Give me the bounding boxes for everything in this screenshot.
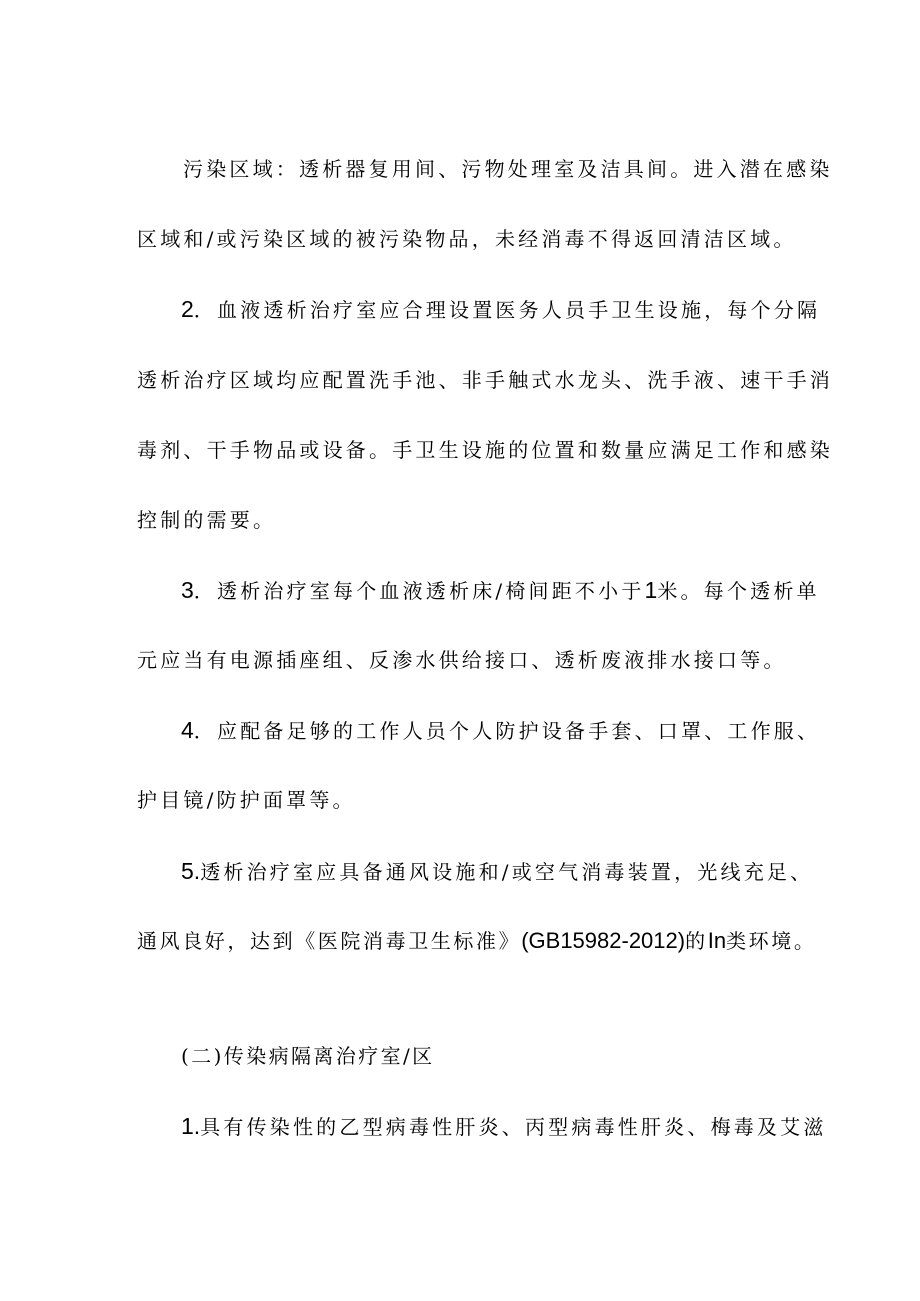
paragraph-2 bbox=[181, 295, 820, 324]
paragraph-6 bbox=[181, 1112, 827, 1141]
standard-code: (GB15982-2012) bbox=[521, 928, 686, 953]
text-segment: 透析治疗室应具备通风设施和/或空气消毒装置，光线充足、 bbox=[200, 860, 814, 884]
text-line bbox=[137, 436, 833, 464]
paragraph-number: 2 bbox=[181, 296, 194, 322]
paragraph-number: 4 bbox=[181, 717, 194, 743]
text-segment: ．应配备足够的工作人员个人防护设备手套、口罩、工作服、 bbox=[193, 719, 821, 743]
heading-text: (二)传染病隔离治疗室/区 bbox=[181, 1044, 435, 1068]
text-line bbox=[137, 927, 816, 955]
text-segment: 通风良好，达到《医院消毒卫生标准》 bbox=[137, 929, 522, 953]
text-line bbox=[137, 506, 276, 534]
text-line bbox=[137, 646, 787, 674]
text-segment: 污染区域：透析器复用间、污物处理室及洁具间。进入潜在感染 bbox=[183, 157, 833, 181]
text-segment: 元应当有电源插座组、反渗水供给接口、透析废液排水接口等。 bbox=[137, 648, 787, 672]
text-segment: 控制的需要。 bbox=[137, 508, 277, 532]
text-line bbox=[183, 155, 833, 183]
class-code: In bbox=[707, 928, 727, 953]
paragraph-number: 1. bbox=[181, 1113, 201, 1139]
text-line bbox=[137, 366, 833, 394]
text-segment: 区域和/或污染区域的被污染物品，未经消毒不得返回清洁区域。 bbox=[137, 227, 797, 251]
text-line bbox=[137, 786, 356, 814]
text-segment: 具有传染性的乙型病毒性肝炎、丙型病毒性肝炎、梅毒及艾滋 bbox=[200, 1115, 827, 1139]
text-segment: ．血液透析治疗室应合理设置医务人员手卫生设施，每个分隔 bbox=[193, 298, 821, 322]
paragraph-number: 3 bbox=[181, 577, 194, 603]
text-segment: 毒剂、干手物品或设备。手卫生设施的位置和数量应满足工作和感染 bbox=[137, 438, 833, 462]
paragraph-5 bbox=[181, 857, 813, 886]
text-segment: 的 bbox=[685, 929, 708, 953]
text-segment: 透析治疗区域均应配置洗手池、非手触式水龙头、洗手液、速干手消 bbox=[137, 368, 833, 392]
section-heading bbox=[181, 1042, 435, 1070]
paragraph-number: 5. bbox=[181, 858, 201, 884]
text-segment: 米。每个透析单 bbox=[657, 579, 820, 603]
paragraph-4 bbox=[181, 716, 820, 745]
text-segment: ．透析治疗室每个血液透析床/椅间距不小于 bbox=[193, 579, 645, 603]
text-segment: 护目镜/防护面罩等。 bbox=[137, 788, 356, 812]
text-line bbox=[137, 225, 797, 253]
text-segment: 类环境。 bbox=[726, 929, 817, 953]
inline-number: 1 bbox=[644, 577, 658, 603]
paragraph-3 bbox=[181, 576, 820, 605]
